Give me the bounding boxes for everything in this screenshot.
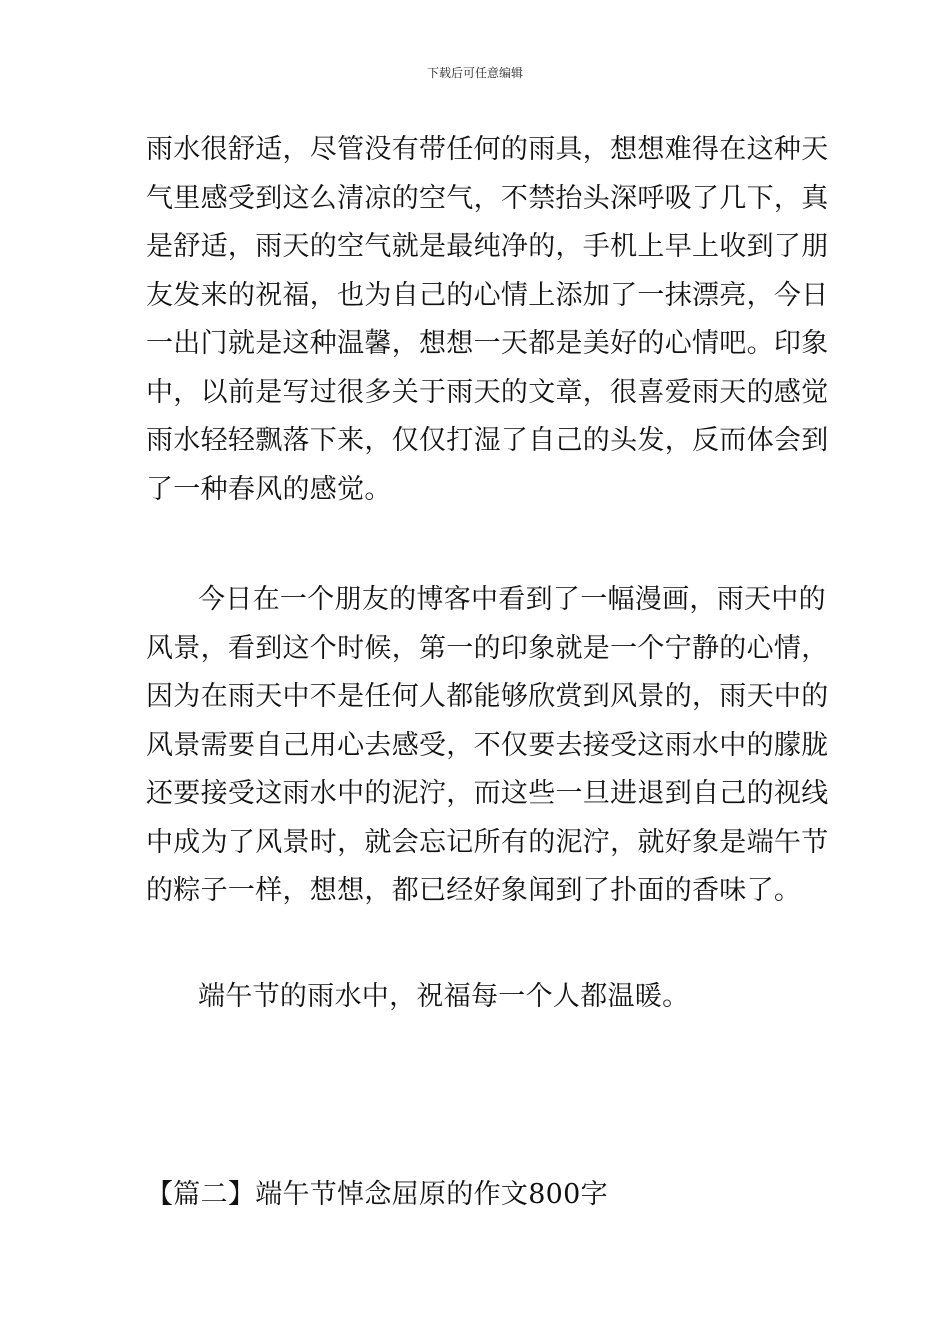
page-header: 下载后可任意编辑 [426, 66, 523, 80]
paragraph-line: 雨水很舒适，尽管没有带任何的雨具，想想难得在这种天 [146, 134, 829, 165]
paragraph-line: 中，以前是写过很多关于雨天的文章，很喜爱雨天的感觉 [146, 376, 829, 408]
paragraph-line: 端午节的雨水中，祝福每一个人都温暖。 [198, 981, 690, 1012]
paragraph-line: 雨水轻轻飘落下来，仅仅打湿了自己的头发，反而体会到 [146, 425, 829, 456]
paragraph-line: 了一种春风的感觉。 [146, 473, 392, 505]
section-heading [146, 1171, 808, 1220]
paragraph-line: 风景需要自己用心去感受，不仅要去接受这雨水中的朦胧 [146, 729, 829, 761]
paragraph-line: 还要接受这雨水中的泥泞，而这些一旦进退到自己的视线 [146, 778, 829, 809]
paragraph-line: 的粽子一样，想想，都已经好象闻到了扑面的香味了。 [146, 875, 802, 906]
paragraph-line: 一出门就是这种温馨，想想一天都是美好的心情吧。印象 [146, 328, 829, 359]
section-heading-text: 【篇二】端午节悼念屈原的作文800字 [146, 1179, 608, 1210]
paragraph-line: 风景，看到这个时候，第一的印象就是一个宁静的心情， [146, 632, 829, 664]
paragraph-line: 气里感受到这么清凉的空气，不禁抬头深呼吸了几下，真 [146, 182, 829, 214]
paragraph-line: 今日在一个朋友的博客中看到了一幅漫画，雨天中的 [198, 584, 826, 615]
paragraph-1 [146, 126, 829, 514]
paragraph-line: 是舒适，雨天的空气就是最纯净的，手机上早上收到了朋 [146, 231, 829, 262]
paragraph-2 [146, 576, 829, 916]
paragraph-line: 中成为了风景时，就会忘记所有的泥泞，就好象是端午节 [146, 826, 829, 858]
paragraph-3 [146, 973, 808, 1022]
paragraph-line: 因为在雨天中不是任何人都能够欣赏到风景的，雨天中的 [146, 681, 829, 712]
paragraph-line: 友发来的祝福，也为自己的心情上添加了一抹漂亮，今日 [146, 279, 829, 311]
